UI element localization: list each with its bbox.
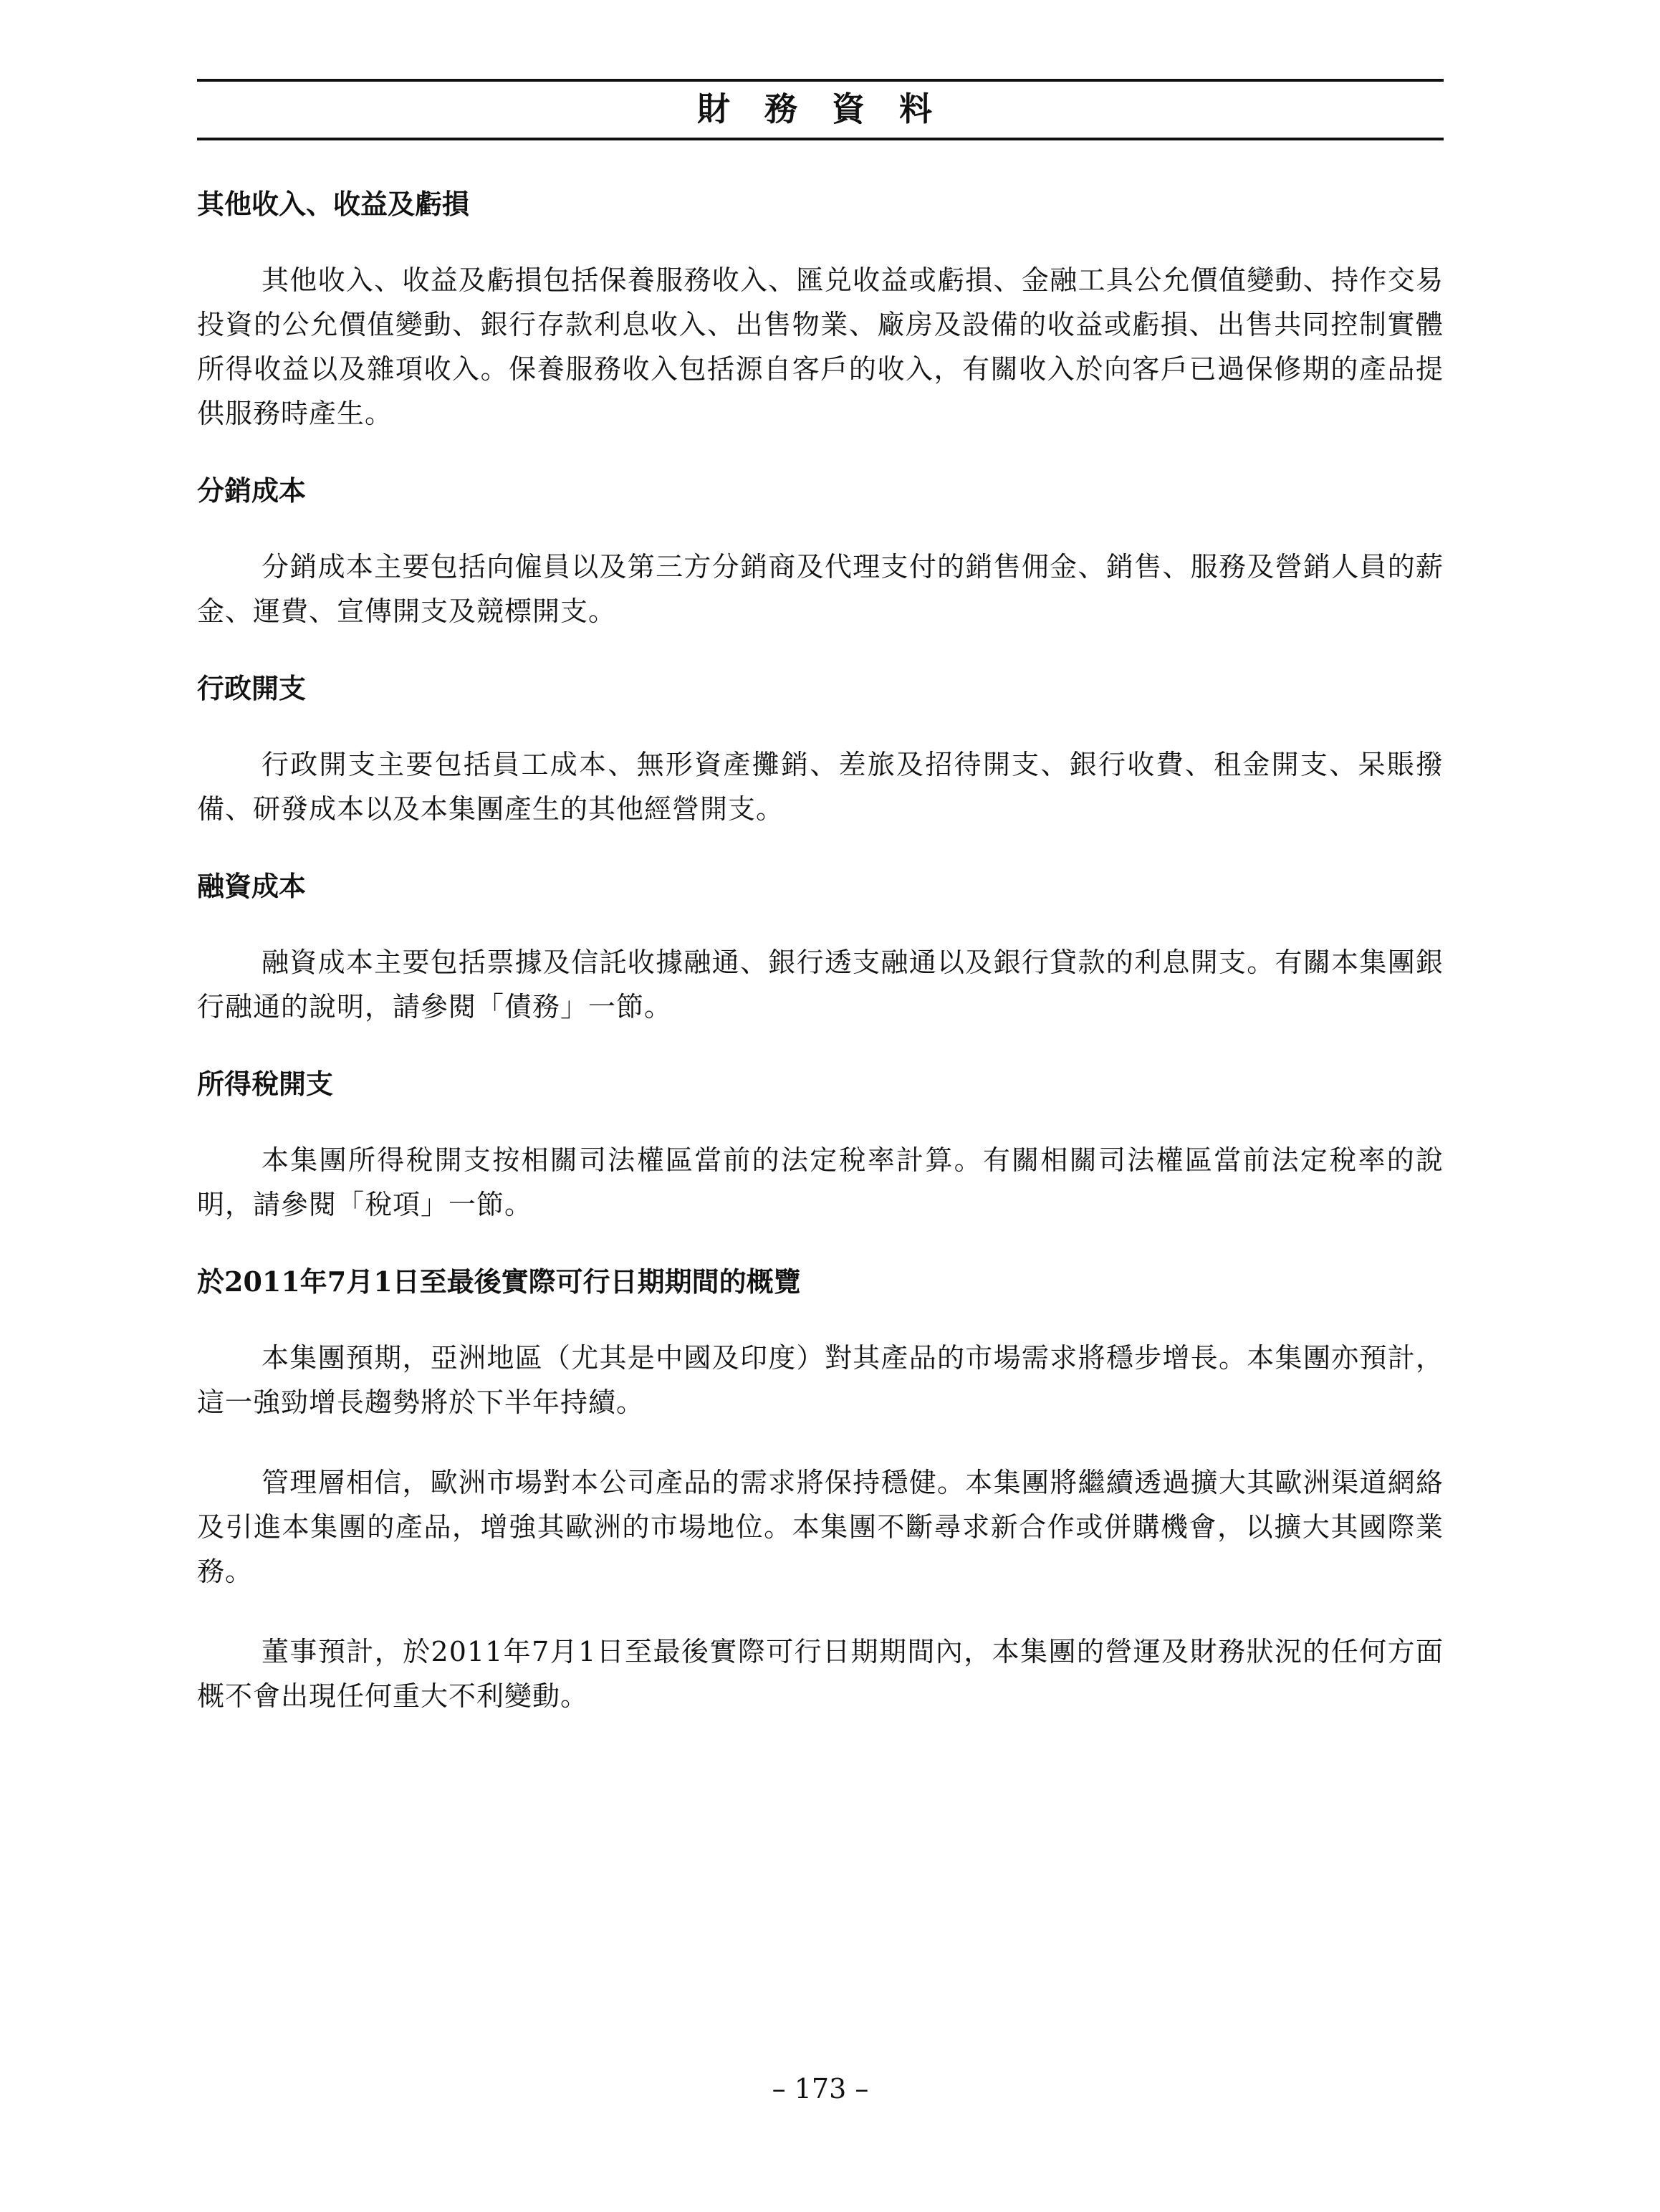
page-number: – 173 – xyxy=(772,2073,869,2105)
body-paragraph: 本集團預期，亞洲地區（尤其是中國及印度）對其產品的市場需求將穩步增長。本集團亦預計，這一強勁增長趨勢將於下半年持續。 xyxy=(197,1342,1444,1418)
body-paragraph: 分銷成本主要包括向僱員以及第三方分銷商及代理支付的銷售佣金、銷售、服務及營銷人員的薪金、運費、宣傳開支及競標開支。 xyxy=(197,551,1444,627)
section-distribution-costs xyxy=(197,471,1444,633)
section-finance-costs xyxy=(197,867,1444,1029)
section-heading: 所得稅開支 xyxy=(197,1068,334,1100)
body-paragraph: 融資成本主要包括票據及信託收據融通、銀行透支融通以及銀行貸款的利息開支。有關本集團銀行融通的說明，請參閱「債務」一節。 xyxy=(197,947,1444,1023)
section-recent-overview xyxy=(197,1263,1444,1718)
document-body xyxy=(197,185,1444,1754)
section-heading: 行政開支 xyxy=(197,672,307,704)
section-heading: 其他收入、收益及虧損 xyxy=(197,188,470,220)
body-paragraph: 行政開支主要包括員工成本、無形資產攤銷、差旅及招待開支、銀行收費、租金開支、呆賬撥備、研發成本以及本集團產生的其他經營開支。 xyxy=(197,749,1444,825)
section-income-tax-expense xyxy=(197,1065,1444,1227)
section-administrative-expenses xyxy=(197,669,1444,831)
header-top-rule xyxy=(197,79,1444,82)
body-paragraph: 本集團所得稅開支按相關司法權區當前的法定稅率計算。有關相關司法權區當前法定稅率的說明，請參閱「稅項」一節。 xyxy=(197,1144,1444,1220)
body-paragraph: 其他收入、收益及虧損包括保養服務收入、匯兑收益或虧損、金融工具公允價值變動、持作交易投資的公允價值變動、銀行存款利息收入、出售物業、廠房及設備的收益或虧損、出售共同控制實體所得收益以及雜項收入。保養服務收入包括源自客戶的收入，有關收入於向客戶已過保修期的產品提供服務時產生。 xyxy=(197,264,1444,429)
header-bottom-rule xyxy=(197,138,1444,140)
section-heading: 分銷成本 xyxy=(197,474,307,507)
section-heading: 融資成本 xyxy=(197,870,307,902)
page-header-title: 財 務 資 料 xyxy=(696,90,944,128)
document-page xyxy=(197,0,1444,2212)
body-paragraph: 董事預計，於2011年7月1日至最後實際可行日期期間內，本集團的營運及財務狀況的任何方面概不會出現任何重大不利變動。 xyxy=(197,1636,1444,1712)
section-heading: 於2011年7月1日至最後實際可行日期期間的概覽 xyxy=(197,1265,801,1298)
section-other-income xyxy=(197,185,1444,436)
body-paragraph: 管理層相信，歐洲市場對本公司產品的需求將保持穩健。本集團將繼續透過擴大其歐洲渠道網絡及引進本集團的產品，增強其歐洲的市場地位。本集團不斷尋求新合作或併購機會，以擴大其國際業務。 xyxy=(197,1467,1444,1587)
